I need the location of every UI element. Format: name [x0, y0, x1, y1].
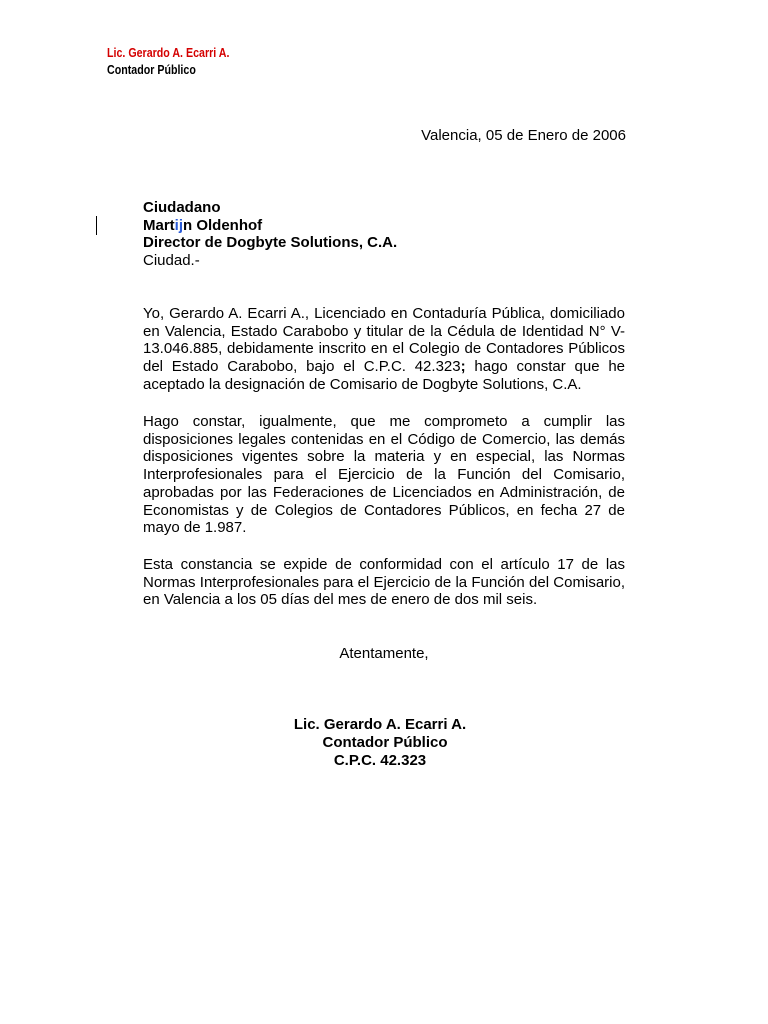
recipient-name-highlight[interactable]: ij: [174, 216, 184, 234]
recipient-city: Ciudad.-: [143, 252, 200, 270]
closing: Atentamente,: [339, 645, 429, 662]
letterhead: [107, 44, 229, 78]
text-cursor: [96, 216, 97, 235]
recipient-name: [143, 217, 397, 235]
recipient-position: Director de Dogbyte Solutions, C.A.: [143, 234, 398, 252]
paragraph-3: Esta constancia se expide de conformidad con el artículo 17 de las Normas Interprofesionales para el Ejercicio de la Función del Comisario, en Valencia a los 05 días del mes de enero de dos mil seis.: [143, 556, 625, 609]
letterhead-title: Contador Público: [107, 62, 196, 77]
recipient-salutation: Ciudadano: [143, 199, 221, 216]
paragraph-1-text-end: hago constar que he aceptado la designación de Comisario de Dogbyte Solutions, C.A.: [143, 358, 625, 393]
paragraph-1-bold: ;: [460, 358, 466, 376]
signature-cpc: C.P.C. 42.323: [333, 752, 427, 769]
paragraph-1: [143, 305, 625, 394]
paragraph-1-text: Yo, Gerardo A. Ecarri A., Licenciado en Contaduría Pública, domiciliado en Valencia, Estado Carabobo y titular de la Cédula de Identidad N° V-13.046.885, debidamente inscrito en el Colegio de Contadores Públicos del Estado Carabobo, bajo el C.P.C. 42.323: [143, 305, 625, 376]
paragraph-2: Hago constar, igualmente, que me comprometo a cumplir las disposiciones legales contenidas en el Código de Comercio, las demás disposiciones vigentes sobre la materia y en especial, las Normas Interprofesionales para el Ejercicio de la Función del Comisario, aprobadas por las Federaciones de Licenciados en Administración, de Economistas y de Colegios de Contadores Públicos, en fecha 27 de mayo de 1.987.: [143, 413, 625, 537]
signature-block: [143, 716, 617, 770]
signature-name: Lic. Gerardo A. Ecarri A.: [293, 716, 467, 733]
recipient-block: [143, 199, 397, 270]
recipient-name-part1: Mart: [143, 216, 175, 234]
letterhead-name: Lic. Gerardo A. Ecarri A.: [107, 45, 230, 60]
recipient-name-part3: n Oldenhof: [183, 216, 263, 234]
letter-date: Valencia, 05 de Enero de 2006: [421, 127, 626, 144]
signature-title: Contador Público: [322, 734, 448, 751]
